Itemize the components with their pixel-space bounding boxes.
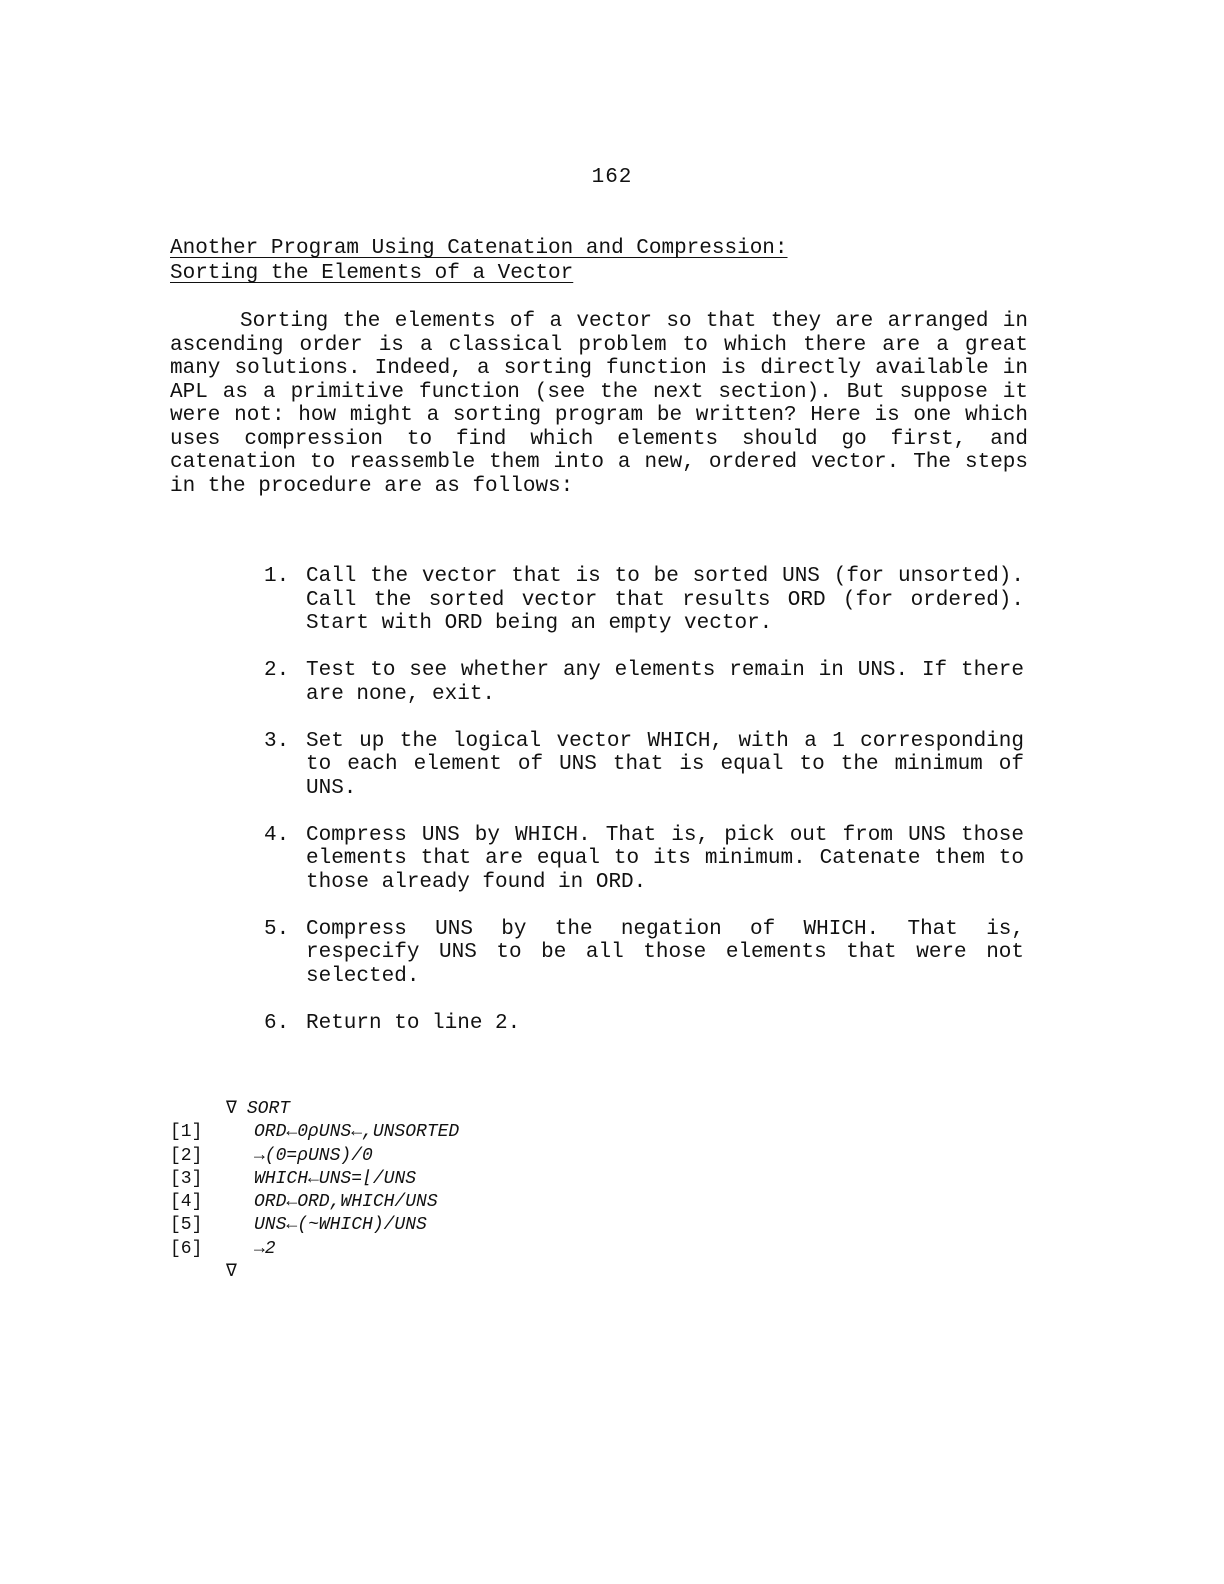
line-number: [3]	[170, 1168, 203, 1189]
step-text: Compress UNS by WHICH. That is, pick out from UNS those elements that are equal to its minimum. Catenate them to those already found in ORD.	[306, 823, 1024, 894]
code-line	[170, 1168, 459, 1191]
step-number: 6.	[264, 1011, 290, 1035]
line-number: [4]	[170, 1192, 203, 1213]
step-number: 3.	[264, 729, 290, 753]
step-text: Return to line 2.	[306, 1011, 521, 1035]
code-line	[170, 1238, 459, 1261]
del-open-symbol: ∇	[226, 1099, 237, 1119]
step-number: 5.	[264, 917, 290, 941]
step-text: Compress UNS by the negation of WHICH. That is, respecify UNS to be all those elements that were not selected.	[306, 917, 1024, 988]
step-text: Test to see whether any elements remain in UNS. If there are none, exit.	[306, 659, 1024, 706]
code-line	[170, 1214, 459, 1237]
function-footer	[170, 1261, 459, 1284]
code-source: ORD←ORD,WHICH/UNS	[254, 1192, 438, 1213]
line-number: [1]	[170, 1122, 203, 1143]
step-item	[264, 824, 1024, 895]
step-number: 1.	[264, 565, 290, 588]
procedure-steps	[264, 565, 1024, 1059]
code-line	[170, 1191, 459, 1214]
section-heading-line-2: Sorting the Elements of a Vector	[170, 262, 574, 285]
step-item	[264, 1012, 1024, 1036]
step-number: 4.	[264, 823, 290, 847]
function-name: SORT	[246, 1099, 291, 1119]
intro-paragraph: Sorting the elements of a vector so that they are arranged in ascending order is a classical problem to which there are a great many solutions. Indeed, a sorting function is directly available in APL as a primitive function (see the next section). But suppose it were not: how might a sorting program be written? Here is one which uses compression to find which elements should go first, and catenation to reassemble them into a new, ordered vector. The steps in the procedure are as follows:	[170, 310, 1028, 498]
code-source: →2	[254, 1238, 276, 1259]
step-item	[264, 565, 1024, 636]
del-close-symbol: ∇	[226, 1262, 237, 1283]
step-item	[264, 659, 1024, 706]
apl-code-listing	[170, 1098, 459, 1284]
code-line	[170, 1121, 459, 1144]
code-source: UNS←(~WHICH)/UNS	[254, 1215, 427, 1236]
code-source: →(0=ρUNS)/0	[254, 1145, 373, 1166]
section-heading	[170, 236, 788, 286]
section-heading-line-1: Another Program Using Catenation and Compression:	[170, 237, 788, 260]
code-source: WHICH←UNS=⌊/UNS	[254, 1168, 417, 1189]
step-item	[264, 730, 1024, 801]
step-text: Call the vector that is to be sorted UNS (for unsorted). Call the sorted vector that results ORD (for ordered). Start with ORD being an empty vector.	[306, 565, 1024, 635]
step-item	[264, 918, 1024, 989]
line-number: [5]	[170, 1215, 203, 1236]
step-number: 2.	[264, 659, 290, 682]
code-source: ORD←0ρUNS←,UNSORTED	[254, 1122, 460, 1143]
line-number: [6]	[170, 1238, 203, 1259]
page-number: 162	[591, 166, 633, 189]
line-number: [2]	[170, 1145, 203, 1166]
code-line	[170, 1145, 459, 1168]
step-text: Set up the logical vector WHICH, with a 1 corresponding to each element of UNS that is equal to the minimum of UNS.	[306, 729, 1024, 800]
function-header	[170, 1098, 459, 1121]
